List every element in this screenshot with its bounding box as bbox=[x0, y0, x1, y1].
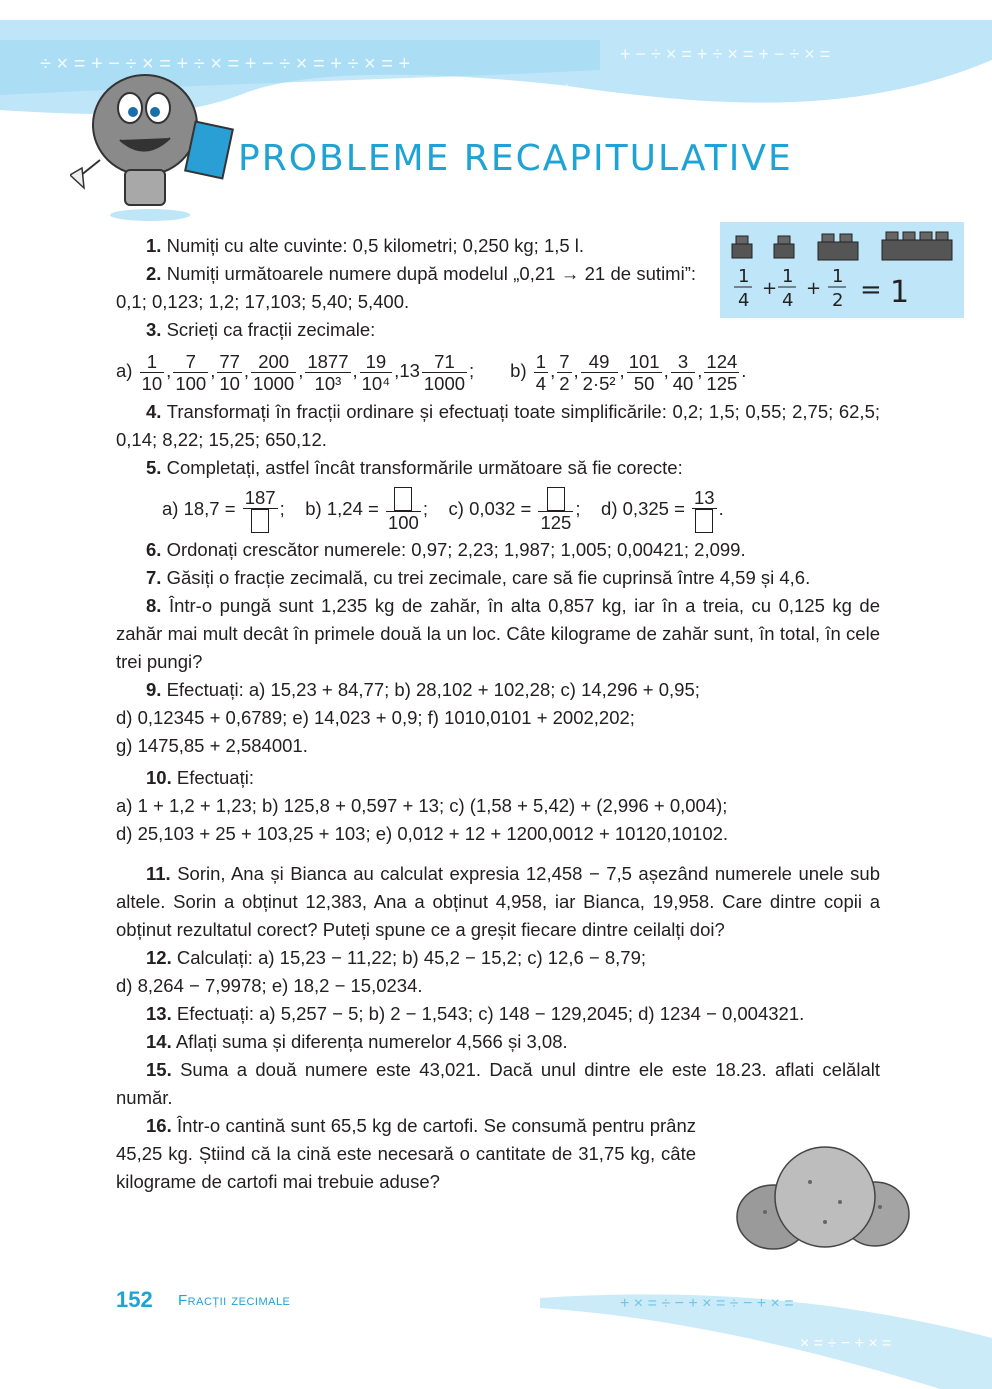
svg-text:4: 4 bbox=[782, 290, 794, 311]
problem-9-line-3: g) 1475,85 + 2,584001. bbox=[116, 735, 308, 756]
svg-text:2: 2 bbox=[832, 290, 844, 311]
problem-15: 15. Suma a două numere este 43,021. Dacă unul dintre ele este 18.23. aflati celălalt număr. bbox=[116, 1059, 880, 1108]
problem-16: 16. Într-o cantină sunt 65,5 kg de cartofi. Se consumă pentru prânz 45,25 kg. Știind că la cină este necesară o cantitate de 31,75 kg, câte kilograme de cartofi mai trebuie aduse? bbox=[116, 1115, 696, 1192]
fraction: $\frac{19}{\text{10⁴}}$ bbox=[361, 350, 391, 394]
page-number: 152 bbox=[116, 1287, 153, 1312]
problem-12-line-2: d) 8,264 − 7,9978; e) 18,2 − 15,0234. bbox=[116, 975, 423, 996]
fraction: $\frac{124}{125}$ bbox=[706, 350, 738, 394]
fraction: $\frac{101}{50}$ bbox=[628, 350, 660, 394]
chapter-title: Fracții zecimale bbox=[178, 1292, 291, 1309]
svg-text:× = + − ÷ × = + ÷ × = + − ÷ ×: × = + − ÷ × = + ÷ × = + − ÷ × = + ÷ bbox=[300, 79, 572, 99]
problem-5-items: a) 18,7 = 187 ; b) 1,24 = 100 ; c) 0,032 = 125 ; d) 0,325 = 13 . bbox=[162, 487, 724, 534]
problem-4: 4. Transformați în fracții ordinare și efectuați toate simplificările: 0,2; 1,5; 0,55; 2,75; 62,5; 0,14; 8,22; 15,25; 650,12. bbox=[116, 401, 880, 450]
svg-text:1: 1 bbox=[782, 266, 794, 287]
problem-9-line-2: d) 0,12345 + 0,6789; e) 14,023 + 0,9; f) 1010,0101 + 2002,202; bbox=[116, 707, 635, 728]
answer-box[interactable] bbox=[547, 487, 565, 511]
answer-box[interactable] bbox=[695, 509, 713, 533]
fraction: $\frac{3}{40}$ bbox=[672, 350, 694, 394]
fraction: $\frac{49}{\text{2·5²}}$ bbox=[582, 350, 616, 394]
problem-7: 7. Găsiți o fracție zecimală, cu trei zecimale, care să fie cuprinsă între 4,59 și 4,6. bbox=[146, 567, 811, 588]
fraction: $\frac{200}{1000}$ bbox=[253, 350, 295, 394]
svg-text:+: + bbox=[806, 278, 822, 299]
fraction: $\frac{1877}{\text{10³}}$ bbox=[307, 350, 349, 394]
answer-box[interactable] bbox=[394, 487, 412, 511]
problem-10-line-1: a) 1 + 1,2 + 1,23; b) 125,8 + 0,597 + 13; c) (1,58 + 5,42) + (2,996 + 0,004); bbox=[116, 795, 728, 816]
fractions-b: $\frac{1}{4}$ , $\frac{7}{2}$ , $\frac{49}{\text{2·5²}}$ , $\frac{101}{50}$ , $\frac{3}{40}$ , $\frac{124}{125}$ . bbox=[535, 350, 747, 394]
problem-5: 5. Completați, astfel încât transformările următoare să fie corecte: bbox=[146, 457, 683, 478]
svg-text:1: 1 bbox=[738, 266, 750, 287]
problems-content bbox=[116, 232, 880, 1196]
fraction: $\frac{7}{100}$ bbox=[175, 350, 207, 394]
svg-text:÷ × = + − ÷ × = + ÷ × = + − ÷: ÷ × = + − ÷ × = + ÷ × = + − ÷ × = + ÷ × = + bbox=[40, 53, 411, 75]
svg-text:+: + bbox=[762, 278, 778, 299]
problem-13: 13. Efectuați: a) 5,257 − 5; b) 2 − 1,543; c) 148 − 129,2045; d) 1234 − 0,004321. bbox=[146, 1003, 805, 1024]
problem-12: 12. Calculați: a) 15,23 − 11,22; b) 45,2 − 15,2; c) 12,6 − 8,79; bbox=[146, 947, 647, 968]
page-title: PROBLEME RECAPITULATIVE bbox=[238, 138, 793, 179]
svg-text:× = ÷ − + × =: × = ÷ − + × = bbox=[800, 1335, 892, 1352]
problem-8: 8. Într-o pungă sunt 1,235 kg de zahăr, în alta 0,857 kg, iar în a treia, cu 0,125 kg de zahăr mai mult decât în primele două la un loc. Câte kilograme de zahăr sunt, în total, în cele trei pungi? bbox=[116, 595, 880, 672]
potatoes-icon bbox=[735, 1142, 910, 1254]
svg-text:+ × = ÷ − + × = ÷ − + × =: + × = ÷ − + × = ÷ − + × = bbox=[620, 1295, 794, 1312]
svg-text:4: 4 bbox=[738, 290, 750, 311]
problem-2: 2. Numiți următoarele numere după modelul „0,21 → 21 de sutimi”: 0,1; 0,123; 1,2; 17,103; 5,40; 5,400. bbox=[116, 263, 697, 312]
svg-text:1: 1 bbox=[890, 275, 910, 310]
svg-text:+ − ÷ × = + ÷ × = + − ÷ × =: + − ÷ × = + ÷ × = + − ÷ × = bbox=[620, 44, 831, 64]
problem-3: 3. Scrieți ca fracții zecimale: bbox=[146, 319, 376, 340]
problem-1: 1. Numiți cu alte cuvinte: 0,5 kilometri; 0,250 kg; 1,5 l. bbox=[146, 235, 585, 256]
problem-9: 9. Efectuați: a) 15,23 + 84,77; b) 28,102 + 102,28; c) 14,296 + 0,95; bbox=[146, 679, 700, 700]
fraction: $\frac{1}{10}$ bbox=[141, 350, 163, 394]
problem-6: 6. Ordonați crescător numerele: 0,97; 2,23; 1,987; 1,005; 0,00421; 2,099. bbox=[146, 539, 746, 560]
lightbulb-mascot-icon bbox=[70, 70, 240, 230]
fraction: $\frac{71}{1000}$ bbox=[423, 350, 466, 394]
problem-11: 11. Sorin, Ana și Bianca au calculat expresia 12,458 − 7,5 așezând numerele unele sub altele. Sorin a obținut 12,383, Ana a obținut 4,958, iar Bianca, 19,958. Care dintre copii a obținut rezultatul corect? Puteți spune ce a greșit fiecare dintre ceilalți doi? bbox=[116, 863, 881, 940]
problem-10-line-2: d) 25,103 + 25 + 103,25 + 103; e) 0,012 + 12 + 1200,0012 + 10120,10102. bbox=[116, 823, 729, 844]
fraction: $\frac{77}{10}$ bbox=[219, 350, 240, 394]
problem-3-fractions: a) $\frac{1}{10}$ , $\frac{7}{100}$ , $\frac{77}{10}$ , $\frac{200}{1000}$ , $\frac{1877}{\text{10³}}$ , $\frac{19}{\text{10⁴}}$ ,13 $\frac{71}{1000}$ ; b) $\frac{1}{4}$ , $\frac{7}{2}$ , $\frac{49}{\text{2·5²}}$ , $\frac{101}{50}$ , $\frac{3}{40}$ , $\frac{124}{125}$ . bbox=[116, 350, 747, 394]
svg-text:1: 1 bbox=[832, 266, 844, 287]
fractions-a: $\frac{1}{10}$ , $\frac{7}{100}$ , $\frac{77}{10}$ , $\frac{200}{1000}$ , $\frac{1877}{\text{10³}}$ , $\frac{19}{\text{10⁴}}$ ,13 $\frac{71}{1000}$ ; bbox=[141, 350, 475, 394]
fraction: $\frac{1}{4}$ bbox=[535, 350, 547, 394]
svg-text:=: = bbox=[860, 275, 882, 305]
answer-box[interactable] bbox=[251, 509, 269, 533]
problem-10: 10. Efectuați: bbox=[146, 767, 254, 788]
fraction: $\frac{7}{2}$ bbox=[559, 350, 570, 394]
problem-14: 14. Aflați suma și diferența numerelor 4,566 și 3,08. bbox=[146, 1031, 568, 1052]
footer-decoration bbox=[540, 1278, 992, 1389]
fraction-whole: 13 bbox=[399, 360, 420, 381]
